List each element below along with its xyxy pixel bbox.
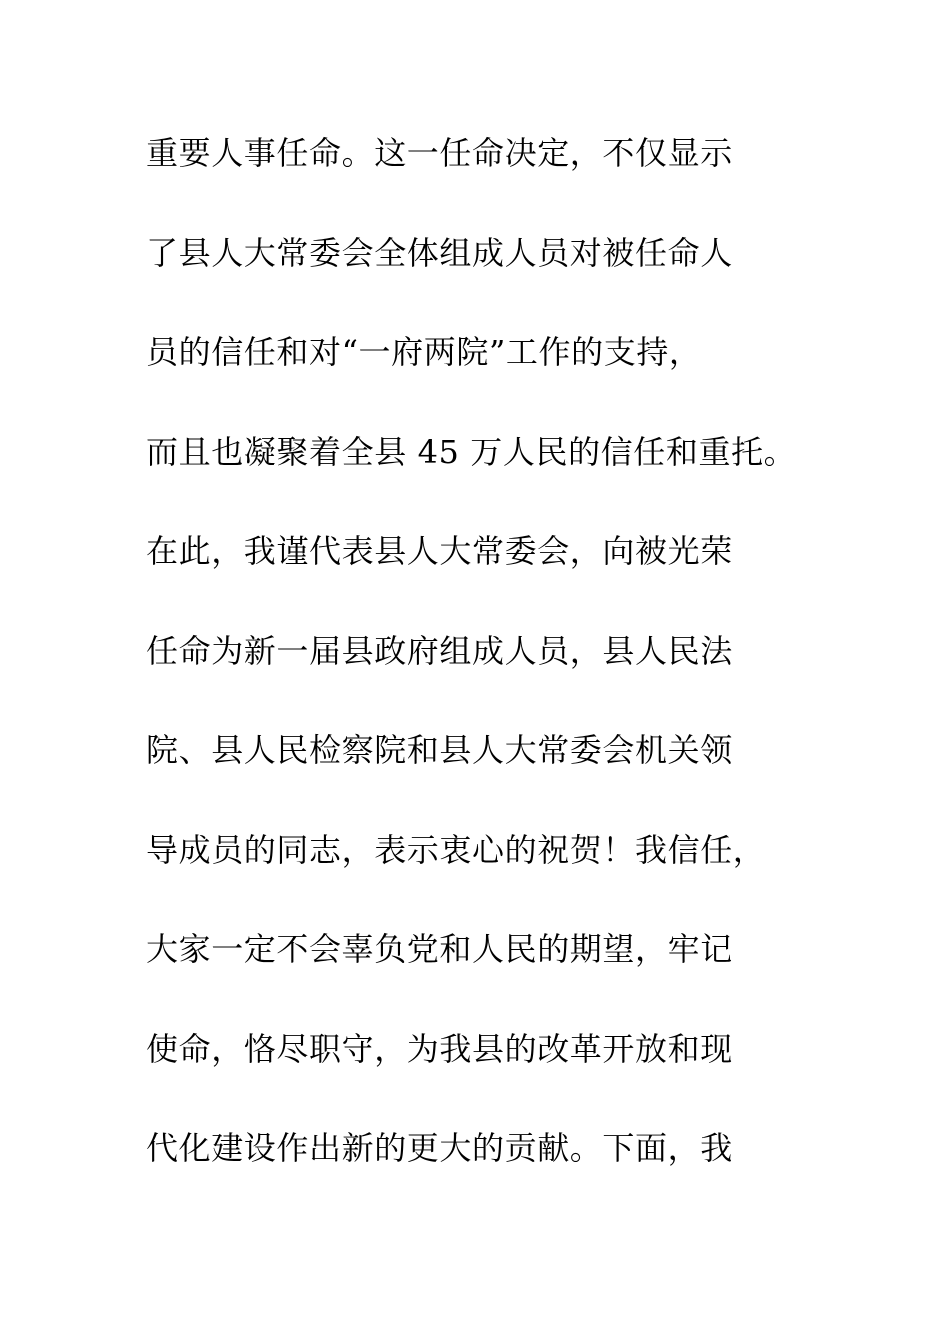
text-line: 导成员的同志，表示衷心的祝贺！我信任， — [146, 830, 766, 869]
text-line: 使命，恪尽职守，为我县的改革开放和现 — [146, 1029, 733, 1068]
body-text — [146, 127, 866, 1222]
text-line: 在此，我谨代表县人大常委会，向被光荣 — [146, 532, 733, 570]
text-line: 院、县人民检察院和县人大常委会机关领 — [146, 731, 733, 769]
text-line: 员的信任和对“一府两院”工作的支持， — [146, 333, 702, 371]
text-line: 代化建设作出新的更大的贡献。下面，我 — [146, 1129, 733, 1167]
text-line: 而且也凝聚着全县 45 万人民的信任和重托。 — [146, 432, 797, 471]
text-line: 大家一定不会辜负党和人民的期望，牢记 — [146, 930, 733, 968]
text-line: 了县人大常委会全体组成人员对被任命人 — [146, 233, 733, 272]
text-line: 任命为新一届县政府组成人员，县人民法 — [146, 631, 733, 670]
text-line: 重要人事任命。这一任命决定，不仅显示 — [146, 134, 733, 172]
